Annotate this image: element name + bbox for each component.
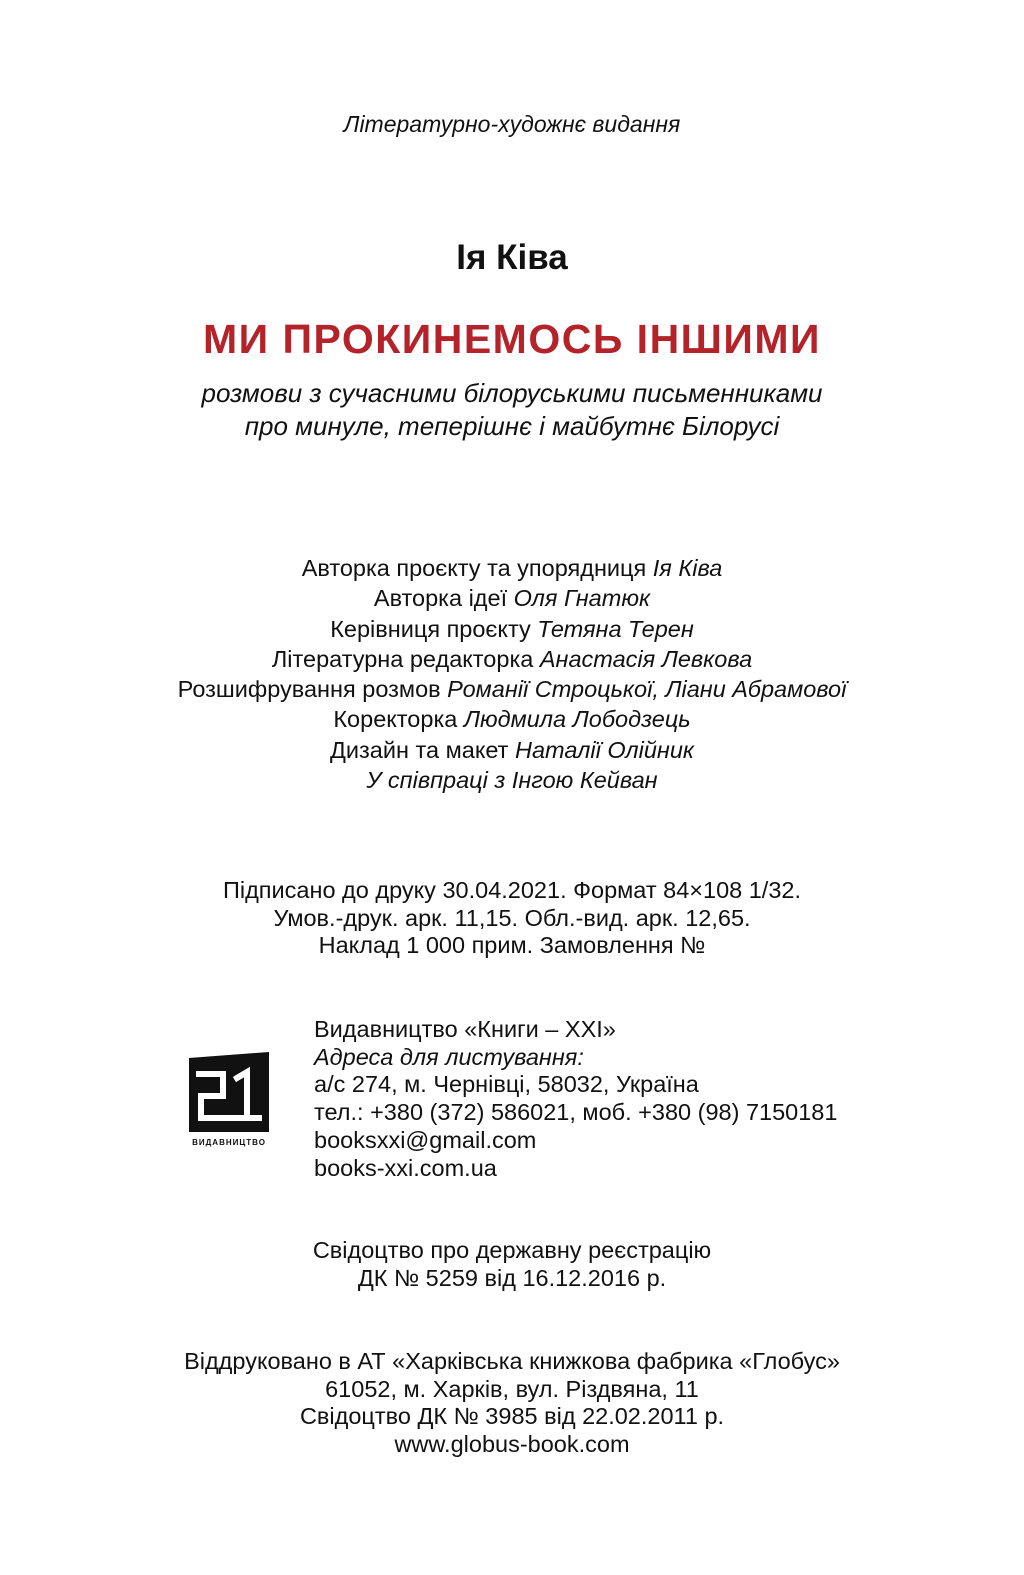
credit-person: Тетяна Терен: [537, 615, 694, 642]
credit-role: Авторка проєкту та упорядниця: [301, 555, 647, 581]
registration-block: [0, 1237, 1024, 1292]
credit-role: Розшифрування розмов: [177, 676, 441, 703]
print-info-line-3: Наклад 1 000 прим. Замовлення №: [318, 932, 706, 958]
credit-line: [0, 583, 1024, 613]
credit-role: Коректорка: [333, 706, 458, 733]
credit-line: [0, 704, 1024, 734]
credit-person: Оля Гнатюк: [513, 585, 651, 612]
printer-line-2: 61052, м. Харків, вул. Різдвяна, 11: [325, 1375, 699, 1402]
collaboration-text: У співпраці з Інгою Кейван: [366, 767, 658, 794]
credit-line: [0, 644, 1024, 674]
credit-line: [0, 735, 1024, 765]
registration-line-1: Свідоцтво про державну реєстрацію: [312, 1237, 712, 1263]
collaboration-line: [0, 765, 1024, 795]
credit-role: Дизайн та макет: [329, 736, 509, 763]
credit-role: Літературна редакторка: [271, 645, 534, 672]
logo-corner-shape: [189, 1052, 269, 1058]
publisher-email: booksxxi@gmail.com: [314, 1126, 537, 1153]
credit-person: Ія Ківа: [652, 555, 723, 581]
print-info-line-1: Підписано до друку 30.04.2021. Формат 84×108 1/32.: [222, 877, 802, 903]
book-title: МИ ПРОКИНЕМОСЬ ІНШИМИ: [203, 316, 821, 362]
publisher-logo: [189, 1052, 273, 1148]
publisher-phone: тел.: +380 (372) 586021, моб. +380 (98) 7150181: [314, 1099, 838, 1126]
credit-role: Авторка ідеї: [373, 585, 508, 612]
book-subtitle: [0, 377, 1024, 443]
publisher-website: books-xxi.com.ua: [314, 1154, 497, 1181]
printer-line-3: Свідоцтво ДК № 3985 від 22.02.2011 р.: [299, 1403, 725, 1429]
address-label: Адреса для листування:: [314, 1043, 584, 1070]
publisher-name: Видавництво «Книги – XXI»: [314, 1016, 616, 1042]
subtitle-line-2: про минуле, теперішнє і майбутнє Білорусі: [244, 411, 780, 441]
credit-line: [0, 614, 1024, 644]
print-info-block: [0, 877, 1024, 960]
subtitle-line-1: розмови з сучасними білоруськими письменниками: [201, 378, 823, 408]
author-name: Ія Ківа: [456, 238, 568, 277]
credit-person: Романії Строцької, Ліани Абрамової: [447, 676, 847, 703]
logo-caption: ВИДАВНИЦТВО: [192, 1138, 266, 1147]
credit-role: Керівниця проєкту: [330, 615, 531, 642]
credit-person: Наталії Олійник: [514, 736, 695, 763]
printer-line-1: Віддруковано в АТ «Харківська книжкова фабрика «Глобус»: [184, 1348, 840, 1374]
publisher-address: а/с 274, м. Чернівці, 58032, Україна: [314, 1071, 699, 1098]
credits-block: [0, 553, 1024, 795]
publisher-block: [314, 1016, 837, 1182]
print-info-line-2: Умов.-друк. арк. 11,15. Обл.-вид. арк. 12,65.: [273, 904, 751, 931]
credit-person: Анастасія Левкова: [539, 645, 753, 672]
genre-label: Літературно-художнє видання: [343, 111, 681, 137]
credit-person: Людмила Лободзець: [463, 706, 691, 733]
printer-block: [0, 1348, 1024, 1458]
credit-line: [0, 553, 1024, 583]
printer-website: www.globus-book.com: [394, 1430, 630, 1457]
credit-line: [0, 674, 1024, 704]
registration-line-2: ДК № 5259 від 16.12.2016 р.: [357, 1264, 667, 1291]
